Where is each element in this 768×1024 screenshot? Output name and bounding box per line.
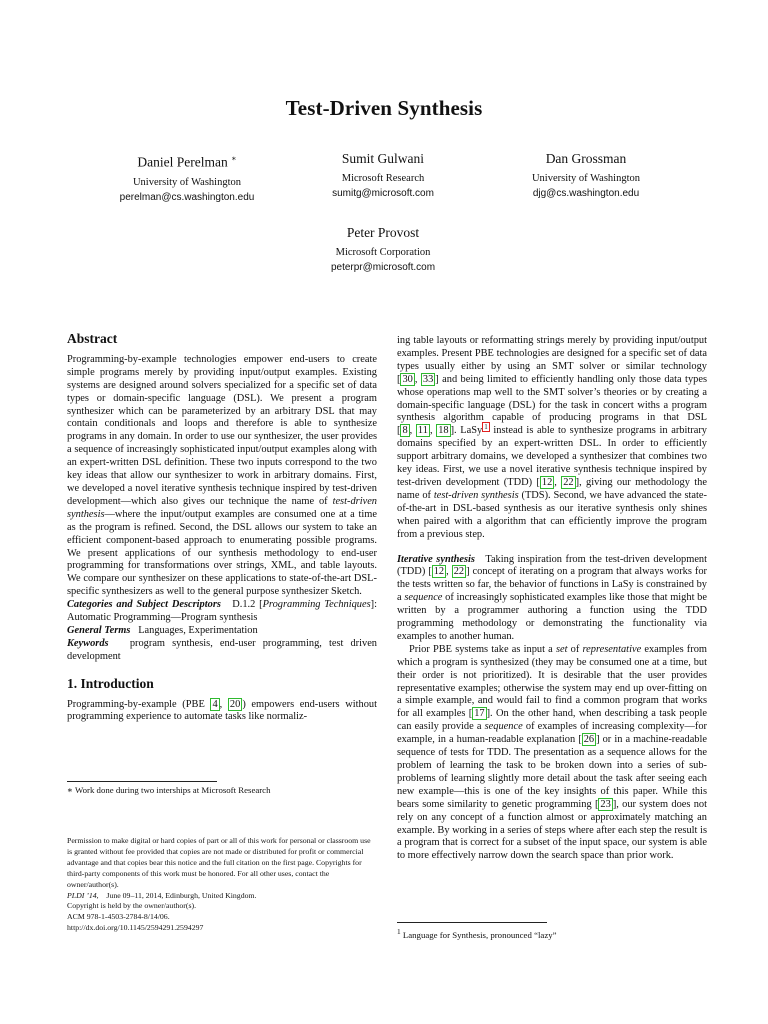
citation-link[interactable]: 4 <box>212 698 218 710</box>
citation-link[interactable]: 12 <box>433 566 445 578</box>
left-column <box>67 333 377 724</box>
author-affiliation: Microsoft Research <box>341 173 425 184</box>
citation-link[interactable]: 26 <box>583 734 595 746</box>
right-column <box>397 335 707 863</box>
author-email: perelman@cs.washington.edu <box>119 191 255 203</box>
right-paragraph-3: Prior PBE systems take as input a set of representative examples from which a program is synthesized (they may be consumed one at a time, but their order is not prioritized). It is desirable that the user provides representative examples; otherwise the system may end up over-fitting on a simple example, and would fail to find a common program that works for all examples [ 17 ]. On the other hand, when describing a task people can easily provide a sequence of examples of increasing complexity—for example, in a human-readable explanation [ 26 ] or in a machine-readable sequence of tests for TDD. The presentation as a sequence allows for the problem of learning the task to be broken down into a series of sub-problems of learning slightly more detail about the task after seeing each new example—this is one of the key insights of this paper. While this bears some similarity to genetic programming [ 23 ], our system does not rely on any concept of a function almost or approximately matching an example. By working in a series of steps where after each step the result is a program that is correct for a subset of the input space, our system is able to more effectively narrow down the search space than prior work. <box>397 643 708 862</box>
footnote-star: ∗ Work done during two interships at Microsoft Research <box>67 785 271 795</box>
author-name: Sumit Gulwani <box>341 151 425 166</box>
intro-heading: 1. Introduction <box>67 675 154 691</box>
citation-link[interactable]: 12 <box>541 476 553 488</box>
footnote-rule-right <box>397 922 547 923</box>
citation-link[interactable]: 18 <box>438 425 449 437</box>
author-affiliation: University of Washington <box>531 173 641 184</box>
author-email: peterpr@microsoft.com <box>330 262 436 273</box>
keywords-line: Keywords program synthesis, end-user programming, test driven development <box>67 637 377 662</box>
copyright-block <box>67 836 377 934</box>
paper-title: Test-Driven Synthesis <box>285 96 483 120</box>
citation-link[interactable]: 22 <box>453 566 465 578</box>
citation-link[interactable]: 11 <box>417 425 428 437</box>
citation-link[interactable]: 30 <box>402 373 413 385</box>
author-email: djg@cs.washington.edu <box>532 188 640 199</box>
categories-line: Categories and Subject Descriptors D.1.2 [Programming Techniques]: Automatic Programming—Program synthesis <box>67 599 378 624</box>
author-affiliation: Microsoft Corporation <box>335 247 431 258</box>
footnote-ref[interactable]: 1 <box>484 422 488 431</box>
citation-link[interactable]: 17 <box>474 708 485 720</box>
author-name: Dan Grossman <box>545 151 627 166</box>
footnote-rule <box>67 781 217 782</box>
doi-line: http://dx.doi.org/10.1145/2594291.2594297 <box>67 923 204 933</box>
venue-line: PLDI ’14, June 09–11, 2014, Edinburgh, United Kingdom. <box>67 890 257 900</box>
general-terms-line: General Terms Languages, Experimentation <box>67 624 258 636</box>
abstract-heading: Abstract <box>67 331 118 346</box>
abstract-text: Programming-by-example technologies empower end-users to create simple programs merely by providing input/output examples. Existing systems are designed around solvers specialized for a specific set of data types or domain-specific language (DSL). We present a program synthesizer which can be parameterized by an arbitrary DSL that may contain conditionals and loops and therefore is able to synthesize programs in any domain. In order to use our synthesizer, the user provides a sequence of increasingly sophisticated input/output examples along with an expert-written DSL definition. These two inputs correspond to the two key ideas that allow our synthesizer to work in arbitrary domains. First, we developed a novel iterative synthesis technique inspired by test-driven development—which also gives our technique the name of test-driven synthesis—where the input/output examples are consumed one at a time as the program is refined. Second, the DSL allows our system to take an efficient component-based approach to enumerating possible programs. We present applications of our synthesis methodology to end-user programming for transformations over strings, XML, and table layouts. We compare our synthesizer on these applications to state-of-the-art DSL-specific synthesizers as well to the general purpose synthesizer Sketch. <box>67 353 377 598</box>
acm-line: ACM 978-1-4503-2784-8/14/06. <box>67 912 170 922</box>
copyright-line: Copyright is held by the owner/author(s). <box>67 901 197 911</box>
intro-text: Programming-by-example (PBE 4 , 20 ) empowers end-users without programming experience to automate tasks like normaliz- <box>67 698 377 723</box>
citation-link[interactable]: 33 <box>422 373 434 385</box>
author-3 <box>466 150 706 201</box>
citation-link[interactable]: 20 <box>229 698 241 710</box>
author-name: Daniel Perelman ∗ <box>137 154 237 170</box>
author-name: Peter Provost <box>346 225 420 240</box>
footnote-1: $^1$ Language for Synthesis, pronounced “lazy” <box>397 927 557 940</box>
author-email: sumitg@microsoft.com <box>332 188 434 199</box>
citation-link[interactable]: 8 <box>402 425 408 437</box>
citation-link[interactable]: 23 <box>600 798 611 810</box>
right-paragraph-1: ing table layouts or reformatting strings merely by providing input/output examples. Present PBE technologies are designed for a specific set of data types usually either by using an SMT solver or similar technology [ 30 , 33 ] and being limited to efficiently handling only those data types whose operations map well to the SMT solver’s theories or by creating a domain-specific language (DSL) for the task in concert withs a program synthesis algorithm capable of producing programs in that DSL [ 8 , 11 , 18 ]. LaSy $^1$ instead is able to synthesize programs in arbitrary domains specified by an expert-written DSL. In order to efficiently support arbitrary domains, we developed a synthesizer that combines two key ideas. First, we use a novel iterative synthesis technique inspired by test-driven development (TDD) [ 12 , 22 ], giving our methodology the name of test-driven synthesis (TDS). Second, we have advanced the state-of-the-art in DSL-based synthesis as our iterative synthesis only shines when paired with a algorithm that can efficiently improve the program from a previous step. <box>397 335 707 540</box>
right-paragraph-2: Iterative synthesis Taking inspiration from the test-driven development (TDD) [ 12 , 22 ] concept of iterating on a program that always works for the tests written so far, the behavior of functions in LaSy is constrained by a sequence of increasingly sophisticated examples like those that might be written by a programmer authoring a function using the TDD programming methodology or demonstrating the functionality via examples to another human. <box>397 553 708 642</box>
permission-notice: Permission to make digital or hard copies of part or all of this work for personal or classroom use is granted without fee provided that copies are not made or distributed for profit or commercial advantage and that copies bear this notice and the full citation on the first page. Copyrights for third-party components of this work must be honored. For all other uses, contact the owner/author(s). <box>67 836 371 889</box>
citation-link[interactable]: 22 <box>563 476 574 488</box>
author-affiliation: University of Washington <box>132 176 242 188</box>
author-4 <box>263 224 503 275</box>
